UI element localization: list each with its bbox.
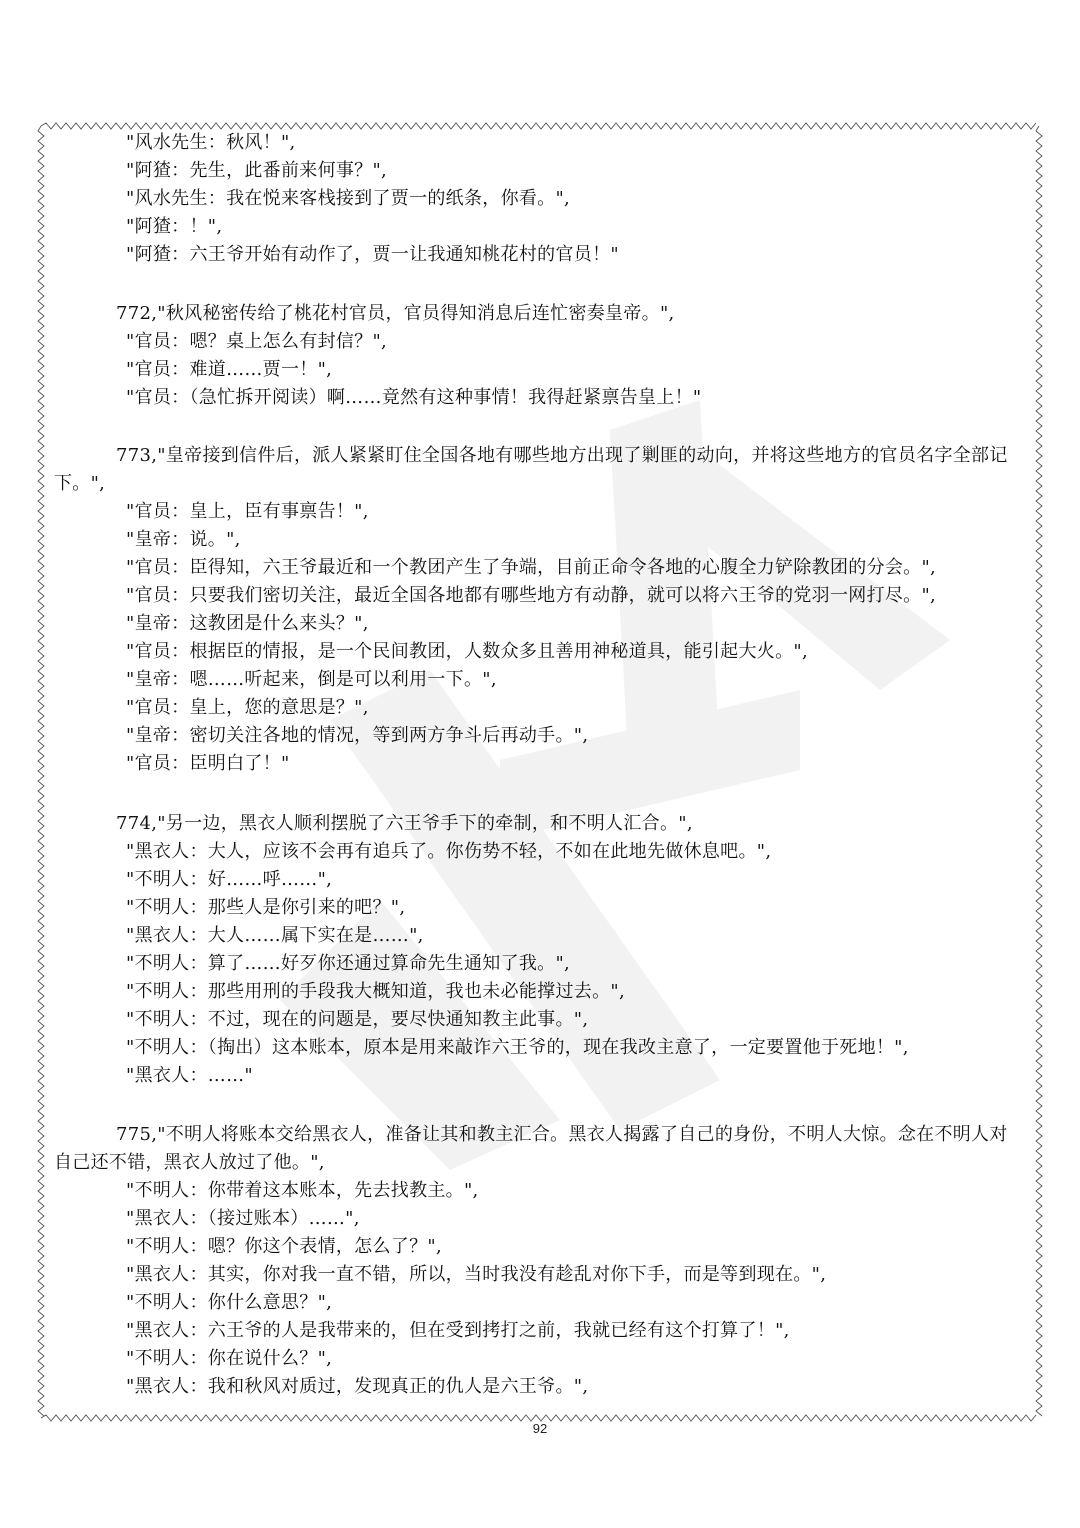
dialogue-line: "官员：（急忙拆开阅读）啊……竟然有这种事情！我得赶紧禀告皇上！" — [126, 387, 702, 408]
dialogue-line: "不明人：你带着这本账本，先去找教主。", — [126, 1180, 479, 1201]
dialogue-line: "不明人：算了……好歹你还通过算命先生通知了我。", — [126, 953, 571, 974]
dialogue-line: "官员：嗯？桌上怎么有封信？", — [126, 331, 388, 352]
scene-paragraph-772: 772,"秋风秘密传给了桃花村官员，官员得知消息后连忙密奏皇帝。", — [116, 303, 675, 324]
dialogue-line: "皇帝：这教团是什么来头？", — [126, 613, 369, 634]
dialogue-line: "不明人：（掏出）这本账本，原本是用来敲诈六王爷的，现在我改主意了，一定要置他于死地！", — [126, 1037, 909, 1058]
dialogue-line: "不明人：你什么意思？", — [126, 1292, 333, 1313]
dialogue-line: "阿猹：！", — [126, 216, 223, 237]
scene-paragraph-773: 773,"皇帝接到信件后，派人紧紧盯住全国各地有哪些地方出现了剿匪的动向，并将这些地方的官员名字全部记 — [116, 445, 1008, 466]
dialogue-line: "黑衣人：六王爷的人是我带来的，但在受到拷打之前，我就已经有这个打算了！", — [126, 1320, 790, 1341]
page-number: 92 — [532, 1421, 548, 1436]
dialogue-line: "官员：皇上，臣有事禀告！", — [126, 501, 369, 522]
dialogue-line: "黑衣人：……" — [126, 1065, 253, 1086]
scene-paragraph-775: 775,"不明人将账本交给黑衣人，准备让其和教主汇合。黑衣人揭露了自己的身份，不明人大惊。念在不明人对 — [116, 1124, 1008, 1145]
dialogue-line: "黑衣人：其实，你对我一直不错，所以，当时我没有趁乱对你下手，而是等到现在。", — [126, 1264, 827, 1285]
dialogue-line: "不明人：不过，现在的问题是，要尽快通知教主此事。", — [126, 1009, 589, 1030]
dialogue-line: "黑衣人：大人……属下实在是……", — [126, 925, 424, 946]
dialogue-line: "不明人：好……呼……", — [126, 869, 333, 890]
dialogue-line: "官员：臣得知，六王爷最近和一个教团产生了争端，目前正命令各地的心腹全力铲除教团的分会。", — [126, 557, 937, 578]
dialogue-line: "不明人：那些人是你引来的吧？", — [126, 897, 406, 918]
dialogue-line: "不明人：那些用刑的手段我大概知道，我也未必能撑过去。", — [126, 981, 625, 1002]
dialogue-line: "不明人：你在说什么？", — [126, 1348, 333, 1369]
dialogue-line: "风水先生：秋风！", — [126, 132, 296, 153]
dialogue-line: "不明人：嗯？你这个表情，怎么了？", — [126, 1236, 442, 1257]
scene-paragraph-775-continued: 自己还不错，黑衣人放过了他。", — [54, 1152, 325, 1173]
dialogue-line: "官员：皇上，您的意思是？", — [126, 697, 369, 718]
dialogue-line: "黑衣人：我和秋风对质过，发现真正的仇人是六王爷。", — [126, 1376, 589, 1397]
dialogue-line: "黑衣人：（接过账本）……", — [126, 1208, 360, 1229]
dialogue-line: "阿猹：先生，此番前来何事？", — [126, 160, 388, 181]
dialogue-line: "官员：难道……贾一！", — [126, 359, 333, 380]
dialogue-line: "阿猹：六王爷开始有动作了，贾一让我通知桃花村的官员！" — [126, 244, 619, 265]
scene-paragraph-773-continued: 下。", — [54, 473, 106, 494]
dialogue-line: "皇帝：说。", — [126, 529, 241, 550]
dialogue-line: "皇帝：密切关注各地的情况，等到两方争斗后再动手。", — [126, 725, 589, 746]
dialogue-line: "官员：臣明白了！" — [126, 753, 290, 774]
scene-paragraph-774: 774,"另一边，黑衣人顺利摆脱了六王爷手下的牵制，和不明人汇合。", — [116, 813, 693, 834]
dialogue-line: "黑衣人：大人，应该不会再有追兵了。你伤势不轻，不如在此地先做休息吧。", — [126, 841, 772, 862]
dialogue-line: "风水先生：我在悦来客栈接到了贾一的纸条，你看。", — [126, 188, 571, 209]
dialogue-line: "皇帝：嗯……听起来，倒是可以利用一下。", — [126, 669, 497, 690]
dialogue-line: "官员：根据臣的情报，是一个民间教团，人数众多且善用神秘道具，能引起大火。", — [126, 641, 808, 662]
dialogue-line: "官员：只要我们密切关注，最近全国各地都有哪些地方有动静，就可以将六王爷的党羽一网打尽。", — [126, 585, 937, 606]
